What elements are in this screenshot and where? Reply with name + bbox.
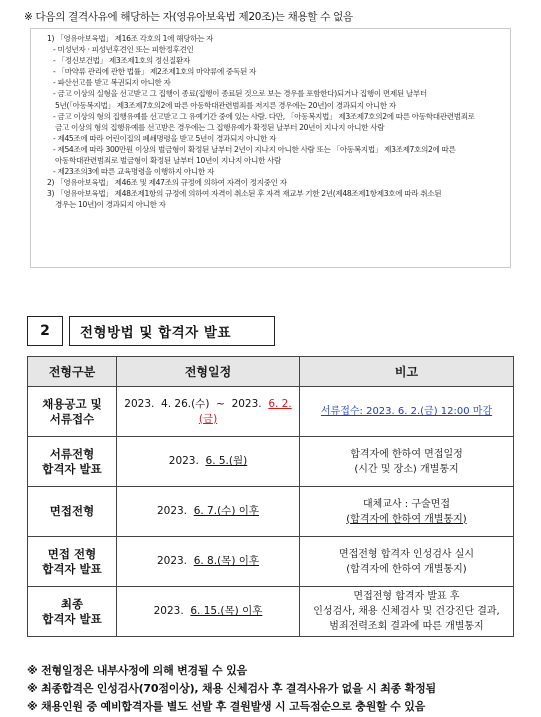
stage-cell <box>28 387 117 437</box>
schedule-date: 2023. <box>156 555 194 567</box>
stage-label: 서류접수 <box>49 411 95 426</box>
note-line: 면접전형 합격자 인성검사 실시 <box>338 548 475 560</box>
requirement-line: 금고 이상의 형의 집행유예를 선고받은 경우에는 그 집행유예가 확정된 날부터 20년이 지나지 아니한 사람 <box>55 122 385 132</box>
note-cell <box>300 487 514 537</box>
schedule-table <box>27 356 514 637</box>
schedule-date-highlight: 6. 2.(금) <box>198 397 292 425</box>
requirement-line: 5년(「아동복지법」 제3조제7호의2에 따른 아동학대관련범죄를 저지른 경우에는 20년)이 경과되지 아니한 자 <box>55 100 396 110</box>
schedule-cell <box>117 487 300 537</box>
schedule-date: 2023. 4. 26.(수) ~ 2023. <box>124 397 269 410</box>
note-cell <box>300 387 514 437</box>
note-cell <box>300 537 514 587</box>
note-line: (합격자에 한하여 개별통지) <box>346 513 467 525</box>
stage-label: 면접 전형 <box>47 546 97 561</box>
schedule-date-highlight: 6. 7.(수) 이후 <box>193 505 260 517</box>
header-schedule: 전형일정 <box>117 357 300 387</box>
note-line: (시간 및 장소) 개별통지 <box>354 463 459 475</box>
stage-label: 채용공고 및 <box>42 396 102 411</box>
requirement-line: - 금고 이상의 형의 집행유예를 선고받고 그 유예기간 중에 있는 사람. 다만, 「아동복지법」 제3조제7호의2에 따른 아동학대관련범죄로 <box>53 111 475 121</box>
footer-notes <box>27 662 436 716</box>
requirement-line: 3) 「영유아보육법」 제48조제1항의 규정에 의하여 자격이 취소된 후 자격 재교부 기한 2년(제48조제1항제3호에 따라 취소된 <box>47 189 442 199</box>
requirement-line: - 「마약류 관리에 관한 법률」 제2조제1호의 마약류에 중독된 자 <box>53 67 257 77</box>
schedule-date-highlight: 6. 5.(월) <box>205 455 248 467</box>
requirement-line: 아동학대관련범죄로 벌금형이 확정된 날부터 10년이 지나지 아니한 사람 <box>55 156 281 166</box>
footer-note: ※ 최종합격은 인성검사(70점이상), 채용 신체검사 후 결격사유가 없을 시 최종 확정됨 <box>27 682 436 695</box>
stage-label: 최종 <box>60 596 84 611</box>
disqualification-box <box>30 28 511 268</box>
header-category: 전형구분 <box>28 357 117 387</box>
requirement-line: - 「정신보건법」 제3조제1호의 정신질환자 <box>53 56 190 66</box>
table-header-row <box>28 357 514 387</box>
note-line: 서류접수: 2023. 6. 2.(금) 12:00 마감 <box>320 406 493 417</box>
stage-label: 합격자 발표 <box>42 461 102 476</box>
requirement-line: 1) 「영유아보육법」 제16조 각호의 1에 해당하는 자 <box>47 34 214 43</box>
table-row <box>28 437 514 487</box>
requirement-line: 2) 「영유아보육법」 제46조 및 제47조의 규정에 의하여 자격이 정지중인 자 <box>47 178 287 188</box>
table-row <box>28 387 514 437</box>
table-row <box>28 487 514 537</box>
requirement-line: - 미성년자 · 피성년후견인 또는 피한정후견인 <box>53 45 194 55</box>
footer-note: ※ 전형일정은 내부사정에 의해 변경될 수 있음 <box>27 664 247 677</box>
header-note: 비고 <box>300 357 514 387</box>
stage-label: 서류전형 <box>49 446 95 461</box>
stage-label: 면접전형 <box>49 504 95 518</box>
stage-cell <box>28 537 117 587</box>
schedule-date-highlight: 6. 8.(목) 이후 <box>193 555 260 567</box>
note-line: (합격자에 한하여 개별통지) <box>346 563 467 575</box>
requirement-line: - 제54조에 따라 300만원 이상의 벌금형이 확정된 날부터 2년이 지나지 아니한 사람 또는 「아동복지법」 제3조제7호의2에 따른 <box>53 144 456 154</box>
note-cell <box>300 587 514 637</box>
note-cell <box>300 437 514 487</box>
schedule-cell <box>117 437 300 487</box>
requirement-line: - 제23조의3에 따른 교육명령을 이행하지 아니한 자 <box>53 167 214 177</box>
stage-label: 합격자 발표 <box>42 561 102 576</box>
section-header <box>27 316 275 346</box>
footer-note: ※ 채용인원 중 예비합격자를 별도 선발 후 결원발생 시 고득점순으로 충원할 수 있음 <box>27 700 426 713</box>
schedule-date: 2023. <box>168 455 206 467</box>
schedule-cell <box>117 587 300 637</box>
schedule-date: 2023. <box>153 605 191 617</box>
note-line: 합격자에 한하여 면접일정 <box>350 448 463 460</box>
table-row <box>28 537 514 587</box>
requirement-line: - 파산선고를 받고 복권되지 아니한 자 <box>53 78 171 88</box>
requirement-line: - 제45조에 따라 어린이집의 폐쇄명령을 받고 5년이 경과되지 아니한 자 <box>53 133 277 143</box>
section-title: 전형방법 및 합격자 발표 <box>69 316 275 346</box>
schedule-cell <box>117 537 300 587</box>
stage-cell <box>28 587 117 637</box>
stage-cell <box>28 437 117 487</box>
disqualification-notice: ※ 다음의 결격사유에 해당하는 자(영유아보육법 제20조)는 채용할 수 없음 <box>24 11 353 23</box>
stage-label: 합격자 발표 <box>42 611 102 626</box>
table-row <box>28 587 514 637</box>
note-line: 범죄전력조회 결과에 따른 개별통지 <box>329 621 484 632</box>
requirement-line: - 금고 이상의 실형을 선고받고 그 집행이 종료(집행이 종료된 것으로 보는 경우를 포함한다)되거나 집행이 면제된 날부터 <box>53 89 427 99</box>
schedule-cell <box>117 387 300 437</box>
schedule-date-highlight: 6. 15.(목) 이후 <box>190 605 263 617</box>
schedule-date: 2023. <box>156 505 194 517</box>
section-number: 2 <box>27 316 63 346</box>
note-line: 면접전형 합격자 발표 후 <box>353 591 460 602</box>
note-line: 대체교사 : 구술면접 <box>362 498 450 510</box>
requirement-line: 경우는 10년)이 경과되지 아니한 자 <box>55 200 166 210</box>
note-line: 인성검사, 채용 신체검사 및 건강진단 결과, <box>313 606 500 617</box>
stage-cell <box>28 487 117 537</box>
